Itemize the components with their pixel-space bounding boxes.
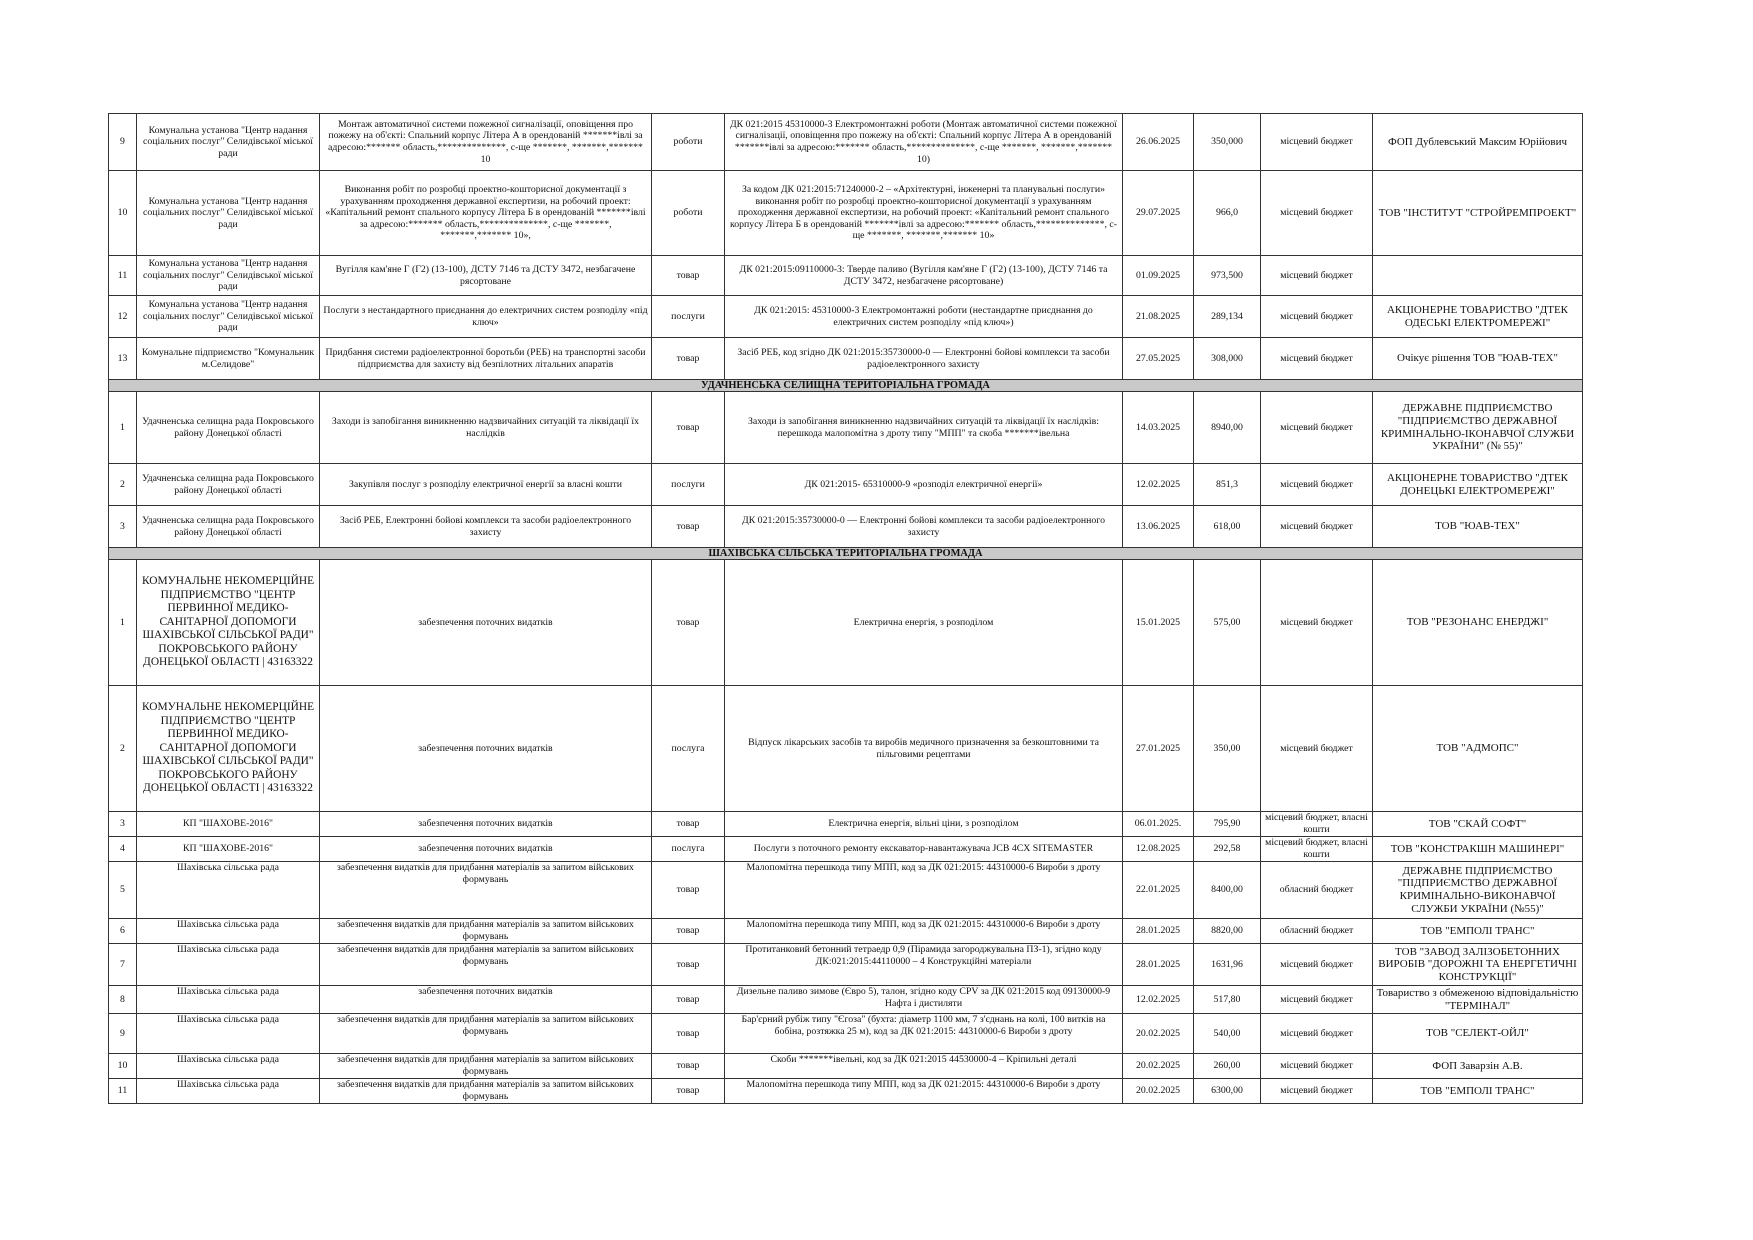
cell-funding-source: місцевий бюджет: [1261, 338, 1373, 380]
cell-date: 14.03.2025: [1123, 392, 1194, 464]
cell-number: 9: [109, 114, 137, 171]
cell-funding-source: місцевий бюджет: [1261, 986, 1373, 1014]
section-header-row: [109, 548, 1583, 560]
cell-customer: КОМУНАЛЬНЕ НЕКОМЕРЦІЙНЕ ПІДПРИЄМСТВО "ЦЕНТР ПЕРВИННОЇ МЕДИКО-САНІТАРНОЇ ДОПОМОГИ ШАХІВСЬКОЇ СІЛЬСЬКОЇ РАДИ" ПОКРОВСЬКОГО РАЙОНУ ДОНЕЦЬКОЇ ОБЛАСТІ | 43163322: [137, 686, 320, 812]
cell-customer: КП "ШАХОВЕ-2016": [137, 812, 320, 837]
cell-amount: 8820,00: [1194, 919, 1261, 944]
cell-subject: забезпечення поточних видатків: [320, 686, 652, 812]
cell-recipient: Товариство з обмеженою відповідальністю "ТЕРМІНАЛ": [1373, 986, 1583, 1014]
cell-number: 4: [109, 837, 137, 862]
cell-funding-source: місцевий бюджет: [1261, 171, 1373, 256]
cell-amount: 618,00: [1194, 506, 1261, 548]
cell-type: роботи: [652, 114, 725, 171]
cell-customer: КОМУНАЛЬНЕ НЕКОМЕРЦІЙНЕ ПІДПРИЄМСТВО "ЦЕНТР ПЕРВИННОЇ МЕДИКО-САНІТАРНОЇ ДОПОМОГИ ШАХІВСЬКОЇ СІЛЬСЬКОЇ РАДИ" ПОКРОВСЬКОГО РАЙОНУ ДОНЕЦЬКОЇ ОБЛАСТІ | 43163322: [137, 560, 320, 686]
cell-funding-source: місцевий бюджет: [1261, 392, 1373, 464]
cell-subject: Монтаж автоматичної системи пожежної сигналізації, оповіщення про пожежу на об'єкті: Спальний корпус Літера А в орендованій *******івлі за адресою:******* область,**************, с-ще *******, *******,******* 10: [320, 114, 652, 171]
cell-cpv-code: Бар'єрний рубіж типу "Єгоза" (бухта: діаметр 1100 мм, 7 з'єднань на колі, 100 витків на бобіна, розтяжка 25 м), код за ДК 021:2015: 44310000-6 Вироби з дроту: [725, 1014, 1123, 1054]
cell-date: 27.01.2025: [1123, 686, 1194, 812]
cell-customer: Удачненська селищна рада Покровського району Донецької області: [137, 464, 320, 506]
cell-date: 26.06.2025: [1123, 114, 1194, 171]
cell-type: товар: [652, 986, 725, 1014]
cell-date: 06.01.2025.: [1123, 812, 1194, 837]
cell-date: 20.02.2025: [1123, 1014, 1194, 1054]
cell-amount: 973,500: [1194, 256, 1261, 296]
cell-cpv-code: Малопомітна перешкода типу МПП, код за ДК 021:2015: 44310000-6 Вироби з дроту: [725, 862, 1123, 919]
cell-customer: Шахівська сільська рада: [137, 862, 320, 919]
cell-recipient: ТОВ "ЕМПОЛІ ТРАНС": [1373, 1079, 1583, 1104]
cell-date: 15.01.2025: [1123, 560, 1194, 686]
cell-type: послуги: [652, 296, 725, 338]
cell-cpv-code: Малопомітна перешкода типу МПП, код за ДК 021:2015: 44310000-6 Вироби з дроту: [725, 1079, 1123, 1104]
cell-number: 7: [109, 944, 137, 986]
cell-subject: забезпечення поточних видатків: [320, 812, 652, 837]
cell-subject: забезпечення видатків для придбання матеріалів за запитом військових формувань: [320, 862, 652, 919]
cell-number: 9: [109, 1014, 137, 1054]
cell-amount: 350,00: [1194, 686, 1261, 812]
table-row: [109, 171, 1583, 256]
cell-customer: КП "ШАХОВЕ-2016": [137, 837, 320, 862]
cell-funding-source: місцевий бюджет: [1261, 1054, 1373, 1079]
cell-customer: Шахівська сільська рада: [137, 1014, 320, 1054]
cell-customer: Шахівська сільська рада: [137, 919, 320, 944]
cell-customer: Комунальна установа "Центр надання соціальних послуг" Селидівської міської ради: [137, 114, 320, 171]
cell-cpv-code: Малопомітна перешкода типу МПП, код за ДК 021:2015: 44310000-6 Вироби з дроту: [725, 919, 1123, 944]
cell-amount: 8400,00: [1194, 862, 1261, 919]
table-row: [109, 1054, 1583, 1079]
cell-type: товар: [652, 944, 725, 986]
cell-subject: Заходи із запобігання виникненню надзвичайних ситуацій та ліквідації їх наслідків: [320, 392, 652, 464]
cell-cpv-code: Відпуск лікарських засобів та виробів медичного призначення за безкоштовними та пільговими рецептами: [725, 686, 1123, 812]
cell-subject: забезпечення видатків для придбання матеріалів за запитом військових формувань: [320, 1079, 652, 1104]
cell-type: товар: [652, 256, 725, 296]
cell-cpv-code: Засіб РЕБ, код згідно ДК 021:2015:35730000-0 — Електронні бойові комплекси та засоби радіоелектронного захисту: [725, 338, 1123, 380]
cell-date: 01.09.2025: [1123, 256, 1194, 296]
section-title: ШАХІВСЬКА СІЛЬСЬКА ТЕРИТОРІАЛЬНА ГРОМАДА: [109, 548, 1583, 560]
procurement-table: [108, 113, 1583, 1104]
cell-subject: Виконання робіт по розробці проектно-кошторисної документації з урахуванням проходження державної експертизи, на робочий проект: «Капітальний ремонт спального корпусу Літера Б в орендованій *******івлі за адресою:******* область,**************, с-ще *******, *******,******* 10»,: [320, 171, 652, 256]
cell-subject: Вугілля кам'яне Г (Г2) (13-100), ДСТУ 7146 та ДСТУ 3472, незбагачене рясортоване: [320, 256, 652, 296]
cell-cpv-code: Послуги з поточного ремонту екскаватор-навантажувача JCB 4CX SITEMASTER: [725, 837, 1123, 862]
cell-date: 22.01.2025: [1123, 862, 1194, 919]
cell-cpv-code: ДК 021:2015:09110000-3: Тверде паливо (Вугілля кам'яне Г (Г2) (13-100), ДСТУ 7146 та ДСТУ 3472, незбагачене рясортоване): [725, 256, 1123, 296]
cell-amount: 308,000: [1194, 338, 1261, 380]
cell-number: 3: [109, 506, 137, 548]
cell-funding-source: місцевий бюджет: [1261, 1079, 1373, 1104]
cell-amount: 517,80: [1194, 986, 1261, 1014]
cell-funding-source: місцевий бюджет: [1261, 114, 1373, 171]
cell-date: 12.08.2025: [1123, 837, 1194, 862]
cell-subject: забезпечення видатків для придбання матеріалів за запитом військових формувань: [320, 1054, 652, 1079]
cell-recipient: ДЕРЖАВНЕ ПІДПРИЄМСТВО "ПІДПРИЄМСТВО ДЕРЖАВНОЇ КРИМІНАЛЬНО-ІКОНАВЧОЇ СЛУЖБИ УКРАЇНИ" (№ 55)": [1373, 392, 1583, 464]
cell-amount: 540,00: [1194, 1014, 1261, 1054]
cell-subject: забезпечення видатків для придбання матеріалів за запитом військових формувань: [320, 919, 652, 944]
cell-customer: Шахівська сільська рада: [137, 944, 320, 986]
cell-number: 2: [109, 686, 137, 812]
cell-funding-source: обласний бюджет: [1261, 862, 1373, 919]
cell-cpv-code: ДК 021:2015 45310000-3 Електромонтажні роботи (Монтаж автоматичної системи пожежної сигналізації, оповіщення про пожежу на об'єкті: Спальний корпус Літера А в орендованій *******івлі за адресою:******* область,**************, с-ще *******, *******,******* 10): [725, 114, 1123, 171]
table-row: [109, 392, 1583, 464]
cell-amount: 289,134: [1194, 296, 1261, 338]
cell-type: товар: [652, 1014, 725, 1054]
cell-amount: 966,0: [1194, 171, 1261, 256]
cell-date: 12.02.2025: [1123, 464, 1194, 506]
cell-recipient: ТОВ "СКАЙ СОФТ": [1373, 812, 1583, 837]
table-row: [109, 114, 1583, 171]
cell-funding-source: місцевий бюджет: [1261, 256, 1373, 296]
cell-recipient: ФОП Дублевський Максим Юрійович: [1373, 114, 1583, 171]
section-header-row: [109, 380, 1583, 392]
cell-recipient: АКЦІОНЕРНЕ ТОВАРИСТВО "ДТЕК ДОНЕЦЬКІ ЕЛЕКТРОМЕРЕЖІ": [1373, 464, 1583, 506]
cell-type: товар: [652, 1054, 725, 1079]
cell-cpv-code: За кодом ДК 021:2015:71240000-2 – «Архітектурні, інженерні та планувальні послуги» виконання робіт по розробці проектно-кошторисної документації з урахуванням проходження державної експертизи, на робочий проект: «Капітальний ремонт спального корпусу Літера Б в орендованій *******івлі за адресою:******* область,**************, с-ще *******, *******,******* 10»: [725, 171, 1123, 256]
cell-amount: 575,00: [1194, 560, 1261, 686]
cell-funding-source: місцевий бюджет: [1261, 296, 1373, 338]
cell-type: послуга: [652, 686, 725, 812]
cell-date: 20.02.2025: [1123, 1079, 1194, 1104]
cell-type: товар: [652, 560, 725, 686]
table-row: [109, 686, 1583, 812]
table-row: [109, 1079, 1583, 1104]
cell-subject: забезпечення видатків для придбання матеріалів за запитом військових формувань: [320, 944, 652, 986]
cell-number: 8: [109, 986, 137, 1014]
cell-number: 10: [109, 1054, 137, 1079]
table-body: [109, 114, 1583, 1104]
section-title: УДАЧНЕНСЬКА СЕЛИЩНА ТЕРИТОРІАЛЬНА ГРОМАДА: [109, 380, 1583, 392]
table-row: [109, 986, 1583, 1014]
cell-number: 6: [109, 919, 137, 944]
cell-number: 11: [109, 1079, 137, 1104]
cell-customer: Комунальна установа "Центр надання соціальних послуг" Селидівської міської ради: [137, 256, 320, 296]
cell-funding-source: місцевий бюджет: [1261, 560, 1373, 686]
cell-subject: Засіб РЕБ, Електронні бойові комплекси та засоби радіоелектронного захисту: [320, 506, 652, 548]
cell-amount: 1631,96: [1194, 944, 1261, 986]
cell-customer: Шахівська сільська рада: [137, 986, 320, 1014]
cell-funding-source: місцевий бюджет: [1261, 1014, 1373, 1054]
cell-date: 28.01.2025: [1123, 919, 1194, 944]
cell-type: товар: [652, 862, 725, 919]
cell-subject: Послуги з нестандартного приєднання до електричних систем розподілу «під ключ»: [320, 296, 652, 338]
cell-customer: Комунальна установа "Центр надання соціальних послуг" Селидівської міської ради: [137, 171, 320, 256]
cell-customer: Шахівська сільська рада: [137, 1079, 320, 1104]
cell-cpv-code: Скоби *******івельні, код за ДК 021:2015 44530000-4 – Кріпильні деталі: [725, 1054, 1123, 1079]
cell-cpv-code: Заходи із запобігання виникненню надзвичайних ситуацій та ліквідації їх наслідків: перешкода малопомітна з дроту типу "МПП" та скоба *******івельна: [725, 392, 1123, 464]
cell-number: 1: [109, 560, 137, 686]
table-row: [109, 464, 1583, 506]
cell-type: товар: [652, 506, 725, 548]
cell-amount: 8940,00: [1194, 392, 1261, 464]
cell-recipient: ТОВ "КОНСТРАКШН МАШИНЕРІ": [1373, 837, 1583, 862]
cell-date: 12.02.2025: [1123, 986, 1194, 1014]
cell-cpv-code: Дизельне паливо зимове (Євро 5), талон, згідно коду CPV за ДК 021:2015 код 09130000-9 Нафта і дистиляти: [725, 986, 1123, 1014]
cell-type: товар: [652, 1079, 725, 1104]
cell-customer: Комунальне підприємство "Комунальник м.Селидове": [137, 338, 320, 380]
cell-amount: 350,000: [1194, 114, 1261, 171]
cell-cpv-code: Електрична енергія, вільні ціни, з розподілом: [725, 812, 1123, 837]
cell-number: 2: [109, 464, 137, 506]
cell-type: товар: [652, 919, 725, 944]
cell-date: 28.01.2025: [1123, 944, 1194, 986]
cell-type: роботи: [652, 171, 725, 256]
cell-amount: 292,58: [1194, 837, 1261, 862]
cell-amount: 260,00: [1194, 1054, 1261, 1079]
cell-cpv-code: ДК 021:2015:35730000-0 — Електронні бойові комплекси та засоби радіоелектронного захисту: [725, 506, 1123, 548]
cell-subject: забезпечення поточних видатків: [320, 837, 652, 862]
table-row: [109, 296, 1583, 338]
cell-recipient: АКЦІОНЕРНЕ ТОВАРИСТВО "ДТЕК ОДЕСЬКІ ЕЛЕКТРОМЕРЕЖІ": [1373, 296, 1583, 338]
table-row: [109, 506, 1583, 548]
cell-recipient: [1373, 256, 1583, 296]
table-row: [109, 812, 1583, 837]
cell-type: послуги: [652, 464, 725, 506]
cell-amount: 795,90: [1194, 812, 1261, 837]
cell-funding-source: місцевий бюджет, власні кошти: [1261, 837, 1373, 862]
cell-type: товар: [652, 338, 725, 380]
table-row: [109, 256, 1583, 296]
cell-amount: 851,3: [1194, 464, 1261, 506]
cell-date: 21.08.2025: [1123, 296, 1194, 338]
table-row: [109, 1014, 1583, 1054]
cell-subject: забезпечення видатків для придбання матеріалів за запитом військових формувань: [320, 1014, 652, 1054]
cell-type: товар: [652, 392, 725, 464]
cell-number: 10: [109, 171, 137, 256]
table-row: [109, 560, 1583, 686]
cell-funding-source: місцевий бюджет: [1261, 944, 1373, 986]
cell-recipient: Очікує рішення ТОВ "ЮАВ-ТЕХ": [1373, 338, 1583, 380]
cell-amount: 6300,00: [1194, 1079, 1261, 1104]
cell-recipient: ТОВ "ІНСТИТУТ "СТРОЙРЕМПРОЕКТ": [1373, 171, 1583, 256]
cell-funding-source: місцевий бюджет: [1261, 506, 1373, 548]
cell-funding-source: місцевий бюджет: [1261, 686, 1373, 812]
cell-date: 29.07.2025: [1123, 171, 1194, 256]
cell-recipient: ДЕРЖАВНЕ ПІДПРИЄМСТВО "ПІДПРИЄМСТВО ДЕРЖАВНОЇ КРИМІНАЛЬНО-ВИКОНАВЧОЇ СЛУЖБИ УКРАЇНИ (№55)": [1373, 862, 1583, 919]
table-row: [109, 338, 1583, 380]
cell-subject: забезпечення поточних видатків: [320, 986, 652, 1014]
cell-type: товар: [652, 812, 725, 837]
cell-customer: Комунальна установа "Центр надання соціальних послуг" Селидівської міської ради: [137, 296, 320, 338]
cell-cpv-code: ДК 021:2015- 65310000-9 «розподіл електричної енергії»: [725, 464, 1123, 506]
cell-funding-source: місцевий бюджет, власні кошти: [1261, 812, 1373, 837]
cell-subject: Закупівля послуг з розподілу електричної енергії за власні кошти: [320, 464, 652, 506]
cell-customer: Шахівська сільська рада: [137, 1054, 320, 1079]
cell-number: 3: [109, 812, 137, 837]
cell-number: 13: [109, 338, 137, 380]
cell-number: 11: [109, 256, 137, 296]
cell-customer: Удачненська селищна рада Покровського району Донецької області: [137, 392, 320, 464]
cell-funding-source: обласний бюджет: [1261, 919, 1373, 944]
table-row: [109, 944, 1583, 986]
cell-funding-source: місцевий бюджет: [1261, 464, 1373, 506]
cell-date: 27.05.2025: [1123, 338, 1194, 380]
cell-cpv-code: ДК 021:2015: 45310000-3 Електромонтажні роботи (нестандартне приєднання до електричних систем розподілу «під ключ»): [725, 296, 1123, 338]
cell-recipient: ТОВ "АДМОПС": [1373, 686, 1583, 812]
cell-recipient: ФОП Заварзін А.В.: [1373, 1054, 1583, 1079]
table-row: [109, 862, 1583, 919]
cell-recipient: ТОВ "ЕМПОЛІ ТРАНС": [1373, 919, 1583, 944]
cell-recipient: ТОВ "ЮАВ-ТЕХ": [1373, 506, 1583, 548]
cell-cpv-code: Протитанковий бетонний тетраедр 0,9 (Пірамида загороджувальна ПЗ-1), згідно коду ДК:021:2015:44110000 – 4 Конструкційні матеріали: [725, 944, 1123, 986]
cell-subject: Придбання системи радіоелектронної боротьби (РЕБ) на транспортні засоби підприємства для захисту від безпілотних літальних апаратів: [320, 338, 652, 380]
cell-recipient: ТОВ "ЗАВОД ЗАЛІЗОБЕТОННИХ ВИРОБІВ "ДОРОЖНІ ТА ЕНЕРГЕТИЧНІ КОНСТРУКЦІЇ": [1373, 944, 1583, 986]
cell-date: 13.06.2025: [1123, 506, 1194, 548]
cell-recipient: ТОВ "СЕЛЕКТ-ОЙЛ": [1373, 1014, 1583, 1054]
table-row: [109, 919, 1583, 944]
cell-number: 5: [109, 862, 137, 919]
table-row: [109, 837, 1583, 862]
cell-type: послуга: [652, 837, 725, 862]
cell-subject: забезпечення поточних видатків: [320, 560, 652, 686]
cell-cpv-code: Електрична енергія, з розподілом: [725, 560, 1123, 686]
cell-number: 12: [109, 296, 137, 338]
cell-date: 20.02.2025: [1123, 1054, 1194, 1079]
cell-number: 1: [109, 392, 137, 464]
cell-customer: Удачненська селищна рада Покровського району Донецької області: [137, 506, 320, 548]
cell-recipient: ТОВ "РЕЗОНАНС ЕНЕРДЖІ": [1373, 560, 1583, 686]
